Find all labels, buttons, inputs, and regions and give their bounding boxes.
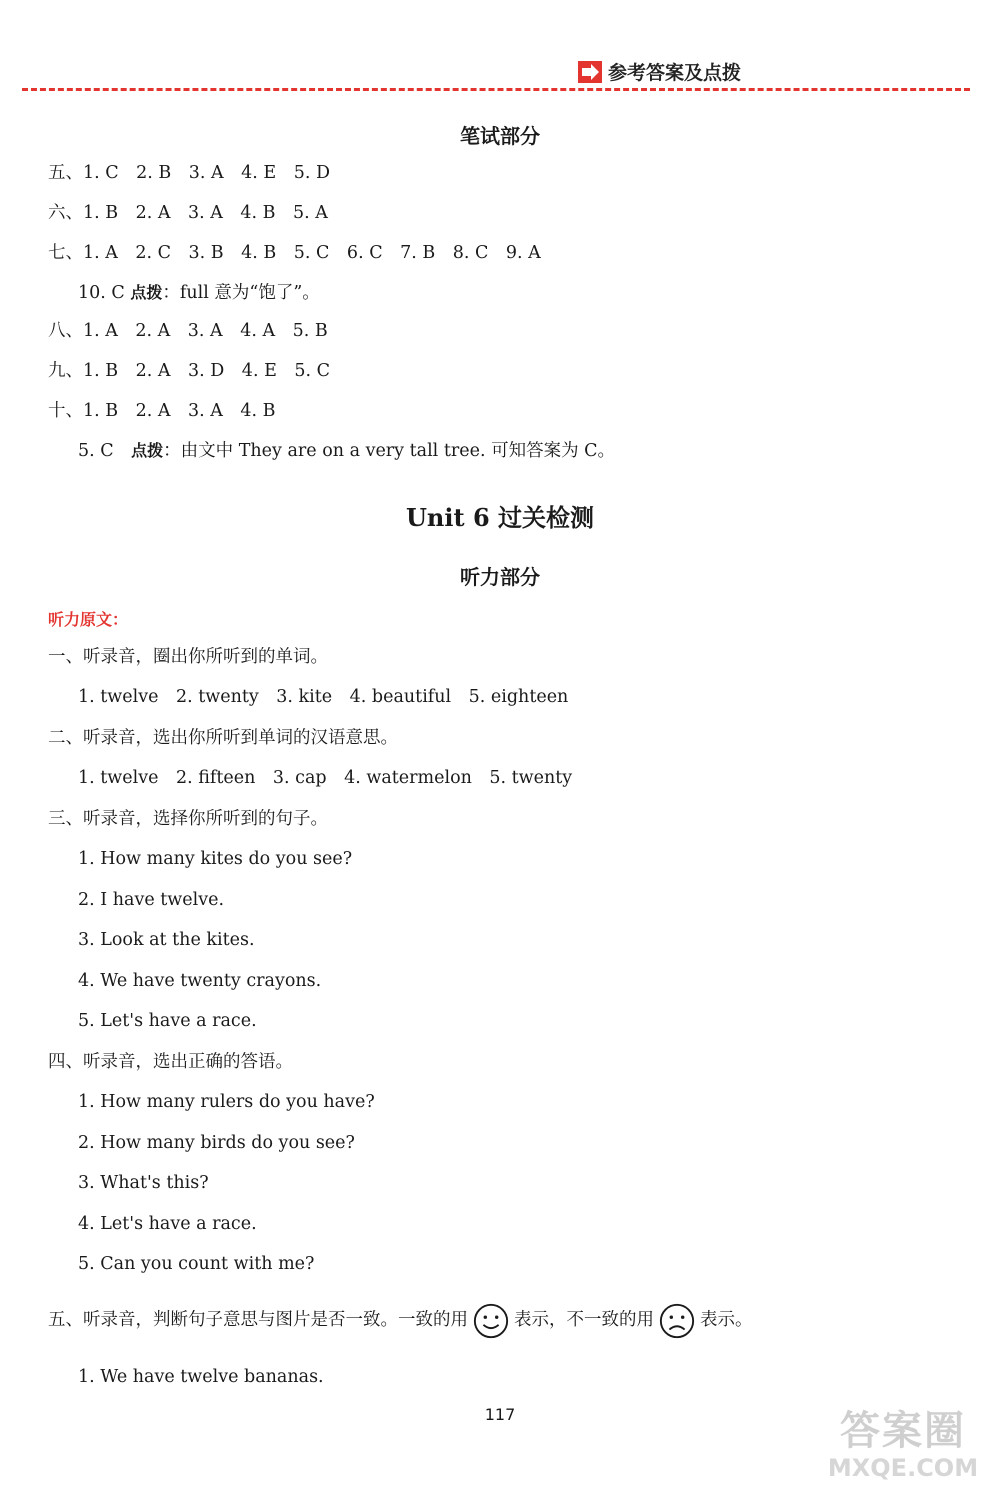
watermark-url-text: MXQE.COM (827, 1454, 979, 1482)
answer-line-7-10: 10. C 点拨：full 意为“饱了”。 (78, 283, 320, 303)
list-item: 4. We have twenty crayons. (78, 971, 322, 991)
list-item: 3. What's this? (78, 1173, 209, 1193)
listening-part-2-items: 1. twelve 2. fifteen 3. cap 4. watermelon 5. twenty (78, 768, 573, 788)
listening-part-1-items: 1. twelve 2. twenty 3. kite 4. beautiful 5. eighteen (78, 687, 569, 707)
list-item: 1. How many rulers do you have? (78, 1092, 375, 1112)
unit-title: Unit 6 过关检测 (406, 503, 594, 532)
sad-face-icon (658, 1302, 696, 1340)
listening-part-1-title: 一、听录音，圈出你所听到的单词。 (48, 647, 328, 667)
list-item: 2. How many birds do you see? (78, 1133, 355, 1153)
list-item: 1. How many kites do you see? (78, 849, 353, 869)
header-title: 参考答案及点拨 (608, 62, 742, 84)
listening-part-5-title: 五、听录音，判断句子意思与图片是否一致。一致的用 表示，不一致的用 表示。 (48, 1301, 753, 1340)
list-item: 5. Can you count with me? (78, 1254, 315, 1274)
answer-line-10-5: 5. C 点拨：由文中 They are on a very tall tree. 可知答案为 C。 (78, 441, 616, 461)
section-title-listening: 听力部分 (460, 565, 540, 589)
answer-line-10: 十、1. B 2. A 3. A 4. B (48, 401, 276, 421)
hint-label: 点拨 (130, 283, 163, 302)
answer-line-6: 六、1. B 2. A 3. A 4. B 5. A (48, 203, 328, 223)
list-item: 1. We have twelve bananas. (78, 1367, 324, 1387)
answer-line-8: 八、1. A 2. A 3. A 4. A 5. B (48, 321, 328, 341)
listening-transcript-label: 听力原文： (48, 610, 129, 629)
page-number: 117 (484, 1405, 516, 1424)
smiley-face-icon (472, 1302, 510, 1340)
listening-part-2-title: 二、听录音，选出你所听到单词的汉语意思。 (48, 728, 398, 748)
list-item: 2. I have twelve. (78, 890, 225, 910)
section-header (578, 58, 741, 85)
listening-part-3-title: 三、听录音，选择你所听到的句子。 (48, 809, 328, 829)
dashed-divider (22, 88, 970, 91)
list-item: 5. Let's have a race. (78, 1011, 257, 1031)
list-item: 4. Let's have a race. (78, 1214, 257, 1234)
arrow-right-icon (578, 61, 602, 83)
hint-label: 点拨 (131, 441, 164, 460)
watermark-logo-text: 答案圈 (840, 1408, 966, 1454)
answer-line-5: 五、1. C 2. B 3. A 4. E 5. D (48, 163, 330, 183)
section-title-written: 笔试部分 (460, 124, 540, 148)
listening-part-4-title: 四、听录音，选出正确的答语。 (48, 1052, 293, 1072)
answer-line-9: 九、1. B 2. A 3. D 4. E 5. C (48, 361, 330, 381)
answer-line-7: 七、1. A 2. C 3. B 4. B 5. C 6. C 7. B 8. C 9. A (48, 243, 541, 263)
list-item: 3. Look at the kites. (78, 930, 255, 950)
site-watermark (808, 1408, 998, 1488)
